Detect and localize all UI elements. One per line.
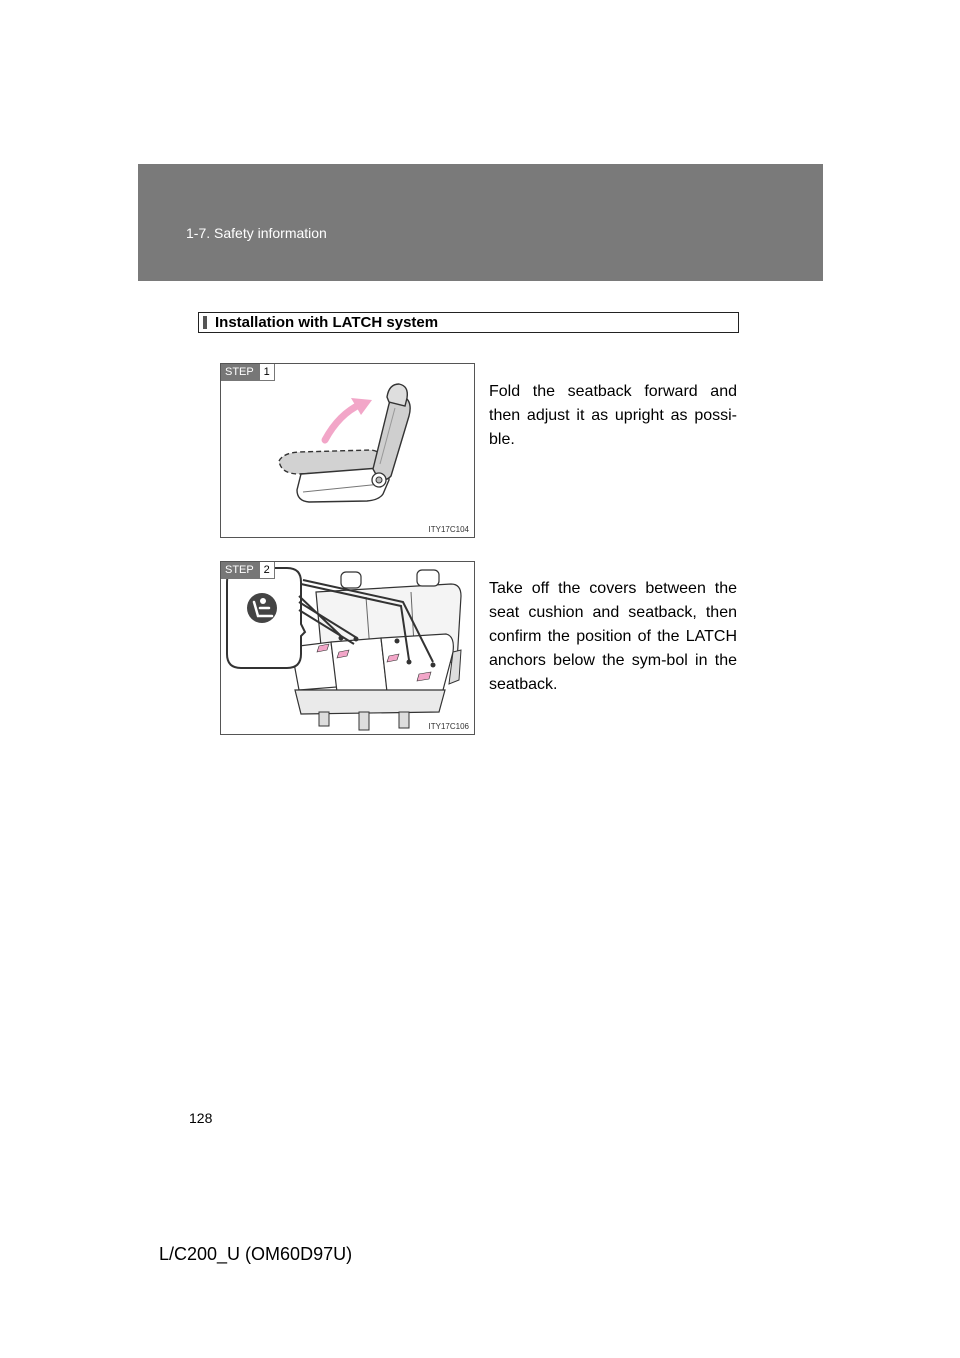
heading-text: Installation with LATCH system (215, 314, 439, 331)
figure-step-1 (220, 363, 475, 538)
heading-marker (203, 316, 207, 329)
model-code: L/C200_U (OM60D97U) (159, 1244, 353, 1264)
step-badge (221, 562, 275, 579)
step-number: 2 (259, 562, 275, 579)
step-label: STEP (221, 562, 259, 579)
header-band (138, 164, 823, 281)
page-number: 128 (189, 1110, 213, 1126)
step-label: STEP (221, 364, 259, 381)
figure-code: ITY17C104 (428, 525, 469, 534)
step-number: 1 (259, 364, 275, 381)
latch-anchor-illustration (221, 562, 475, 735)
figure-code: ITY17C106 (428, 722, 469, 731)
step-1-text: Fold the seatback forward and then adjust it as upright as possi-ble. (489, 383, 737, 448)
section-heading (198, 312, 739, 333)
figure-step-2 (220, 561, 475, 735)
step-badge (221, 364, 275, 381)
seat-fold-illustration (221, 364, 475, 538)
section-label: 1-7. Safety information (186, 225, 327, 241)
step-2-text: Take off the covers between the seat cushion and seatback, then confirm the position of the LATCH anchors below the sym-bol in the seatback. (489, 580, 737, 693)
